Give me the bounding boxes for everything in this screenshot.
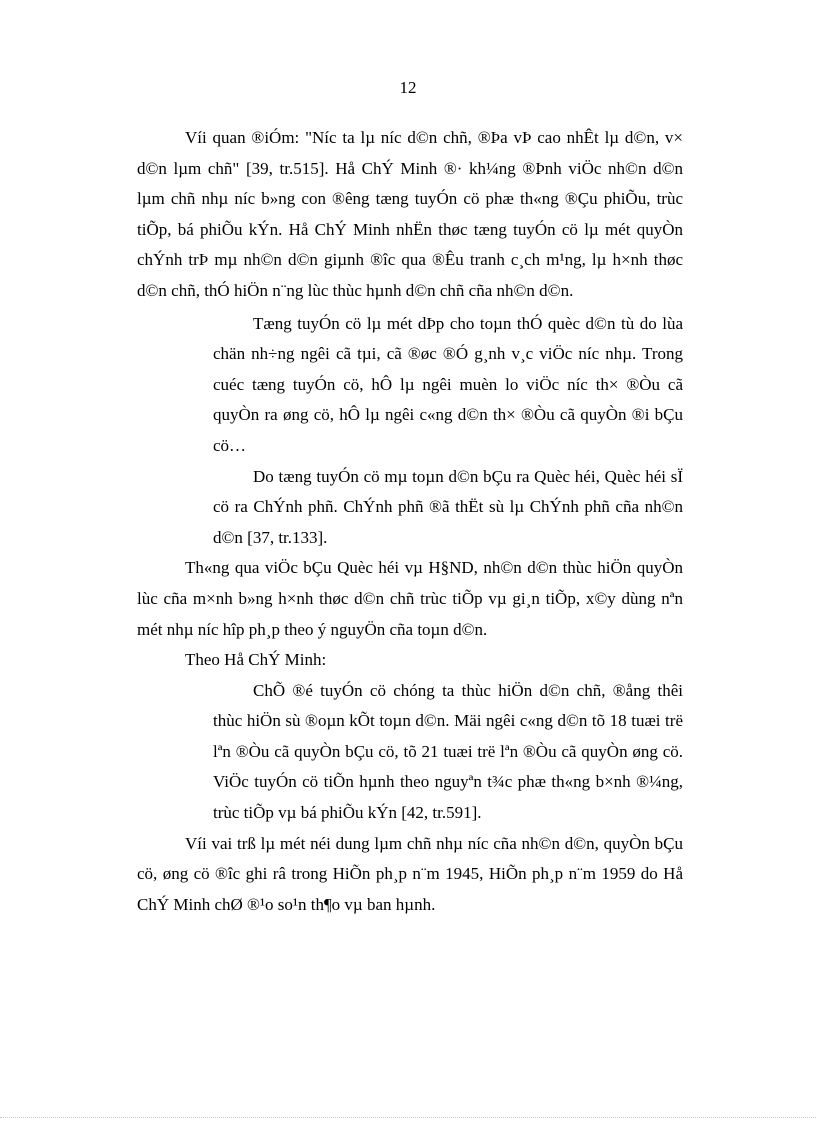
block-quote-government: Do tæng tuyÓn cö mµ toµn d©n bÇu ra Quèc héi, Quèc héi sÏ cö ra ChÝnh phñ. ChÝnh phñ ®ã thËt sù lµ ChÝnh phñ cña nh©n d©n [37, tr.133].: [213, 466, 683, 547]
page-number: 12: [399, 78, 417, 97]
paragraph-intro: Víi quan ®iÓm: "Níc ta lµ níc d©n chñ, ®Þa vÞ cao nhÊt lµ d©n, v× d©n lµm chñ" [39, tr.515]. Hå ChÝ Minh ®· kh¼ng ®Þnh viÖc nh©n d©n lµm chñ nhµ níc b»ng con ®êng tæng tuyÓn cö phæ th«ng ®Çu phiÕu, trùc tiÕp, bá phiÕu kÝn. Hå ChÝ Minh nhËn thøc tæng tuyÓn cö lµ mét quyÒn chÝnh trÞ mµ nh©n d©n giµnh ®îc qua ®Êu tranh c¸ch m¹ng, lµ h×nh thøc d©n chñ, thÓ hiÖn n¨ng lùc thùc hµnh d©n chñ cña nh©n d©n.: [137, 128, 683, 300]
body-text: [137, 123, 683, 920]
paragraph-quote-lead: Theo Hå ChÝ Minh:: [185, 650, 327, 670]
paragraph-exercise-power: Th«ng qua viÖc bÇu Quèc héi vµ H§ND, nh©n d©n thùc hiÖn quyÒn lùc cña m×nh b»ng h×nh thøc d©n chñ trùc tiÕp vµ gi¸n tiÕp, x©y dùng nªn mét nhµ níc hîp ph¸p theo ý nguyÖn cña toµn d©n.: [137, 558, 683, 639]
page-bottom-divider: [0, 1117, 816, 1118]
paragraph-constitution: Víi vai trß lµ mét néi dung lµm chñ nhµ níc cña nh©n d©n, quyÒn bÇu cö, øng cö ®îc ghi râ trong HiÕn ph¸p n¨m 1945, HiÕn ph¸p n¨m 1959 do Hå ChÝ Minh chØ ®¹o so¹n th¶o vµ ban hµnh.: [137, 833, 683, 914]
block-quote-electoral-regime: ChÕ ®é tuyÓn cö chóng ta thùc hiÖn d©n chñ, ®ång thêi thùc hiÖn sù ®oµn kÕt toµn d©n. Mäi ngêi c«ng d©n tõ 18 tuæi trë lªn ®Òu cã quyÒn bÇu cö, tõ 21 tuæi trë lªn ®Òu cã quyÒn øng cö. ViÖc tuyÓn cö tiÕn hµnh theo nguyªn t¾c phæ th«ng b×nh ®¼ng, trùc tiÕp vµ bá phiÕu kÝn [42, tr.591].: [213, 680, 683, 823]
block-quote-election: Tæng tuyÓn cö lµ mét dÞp cho toµn thÓ quèc d©n tù do lùa chän nh÷ng ngêi cã tµi, cã ®øc ®Ó g¸nh v¸c viÖc níc nhµ. Trong cuéc tæng tuyÓn cö, hÔ lµ ngêi muèn lo viÖc níc th× ®Òu cã quyÒn ra øng cö, hÔ lµ ngêi c«ng d©n th× ®Òu cã quyÒn ®i bÇu cö…: [213, 313, 683, 455]
